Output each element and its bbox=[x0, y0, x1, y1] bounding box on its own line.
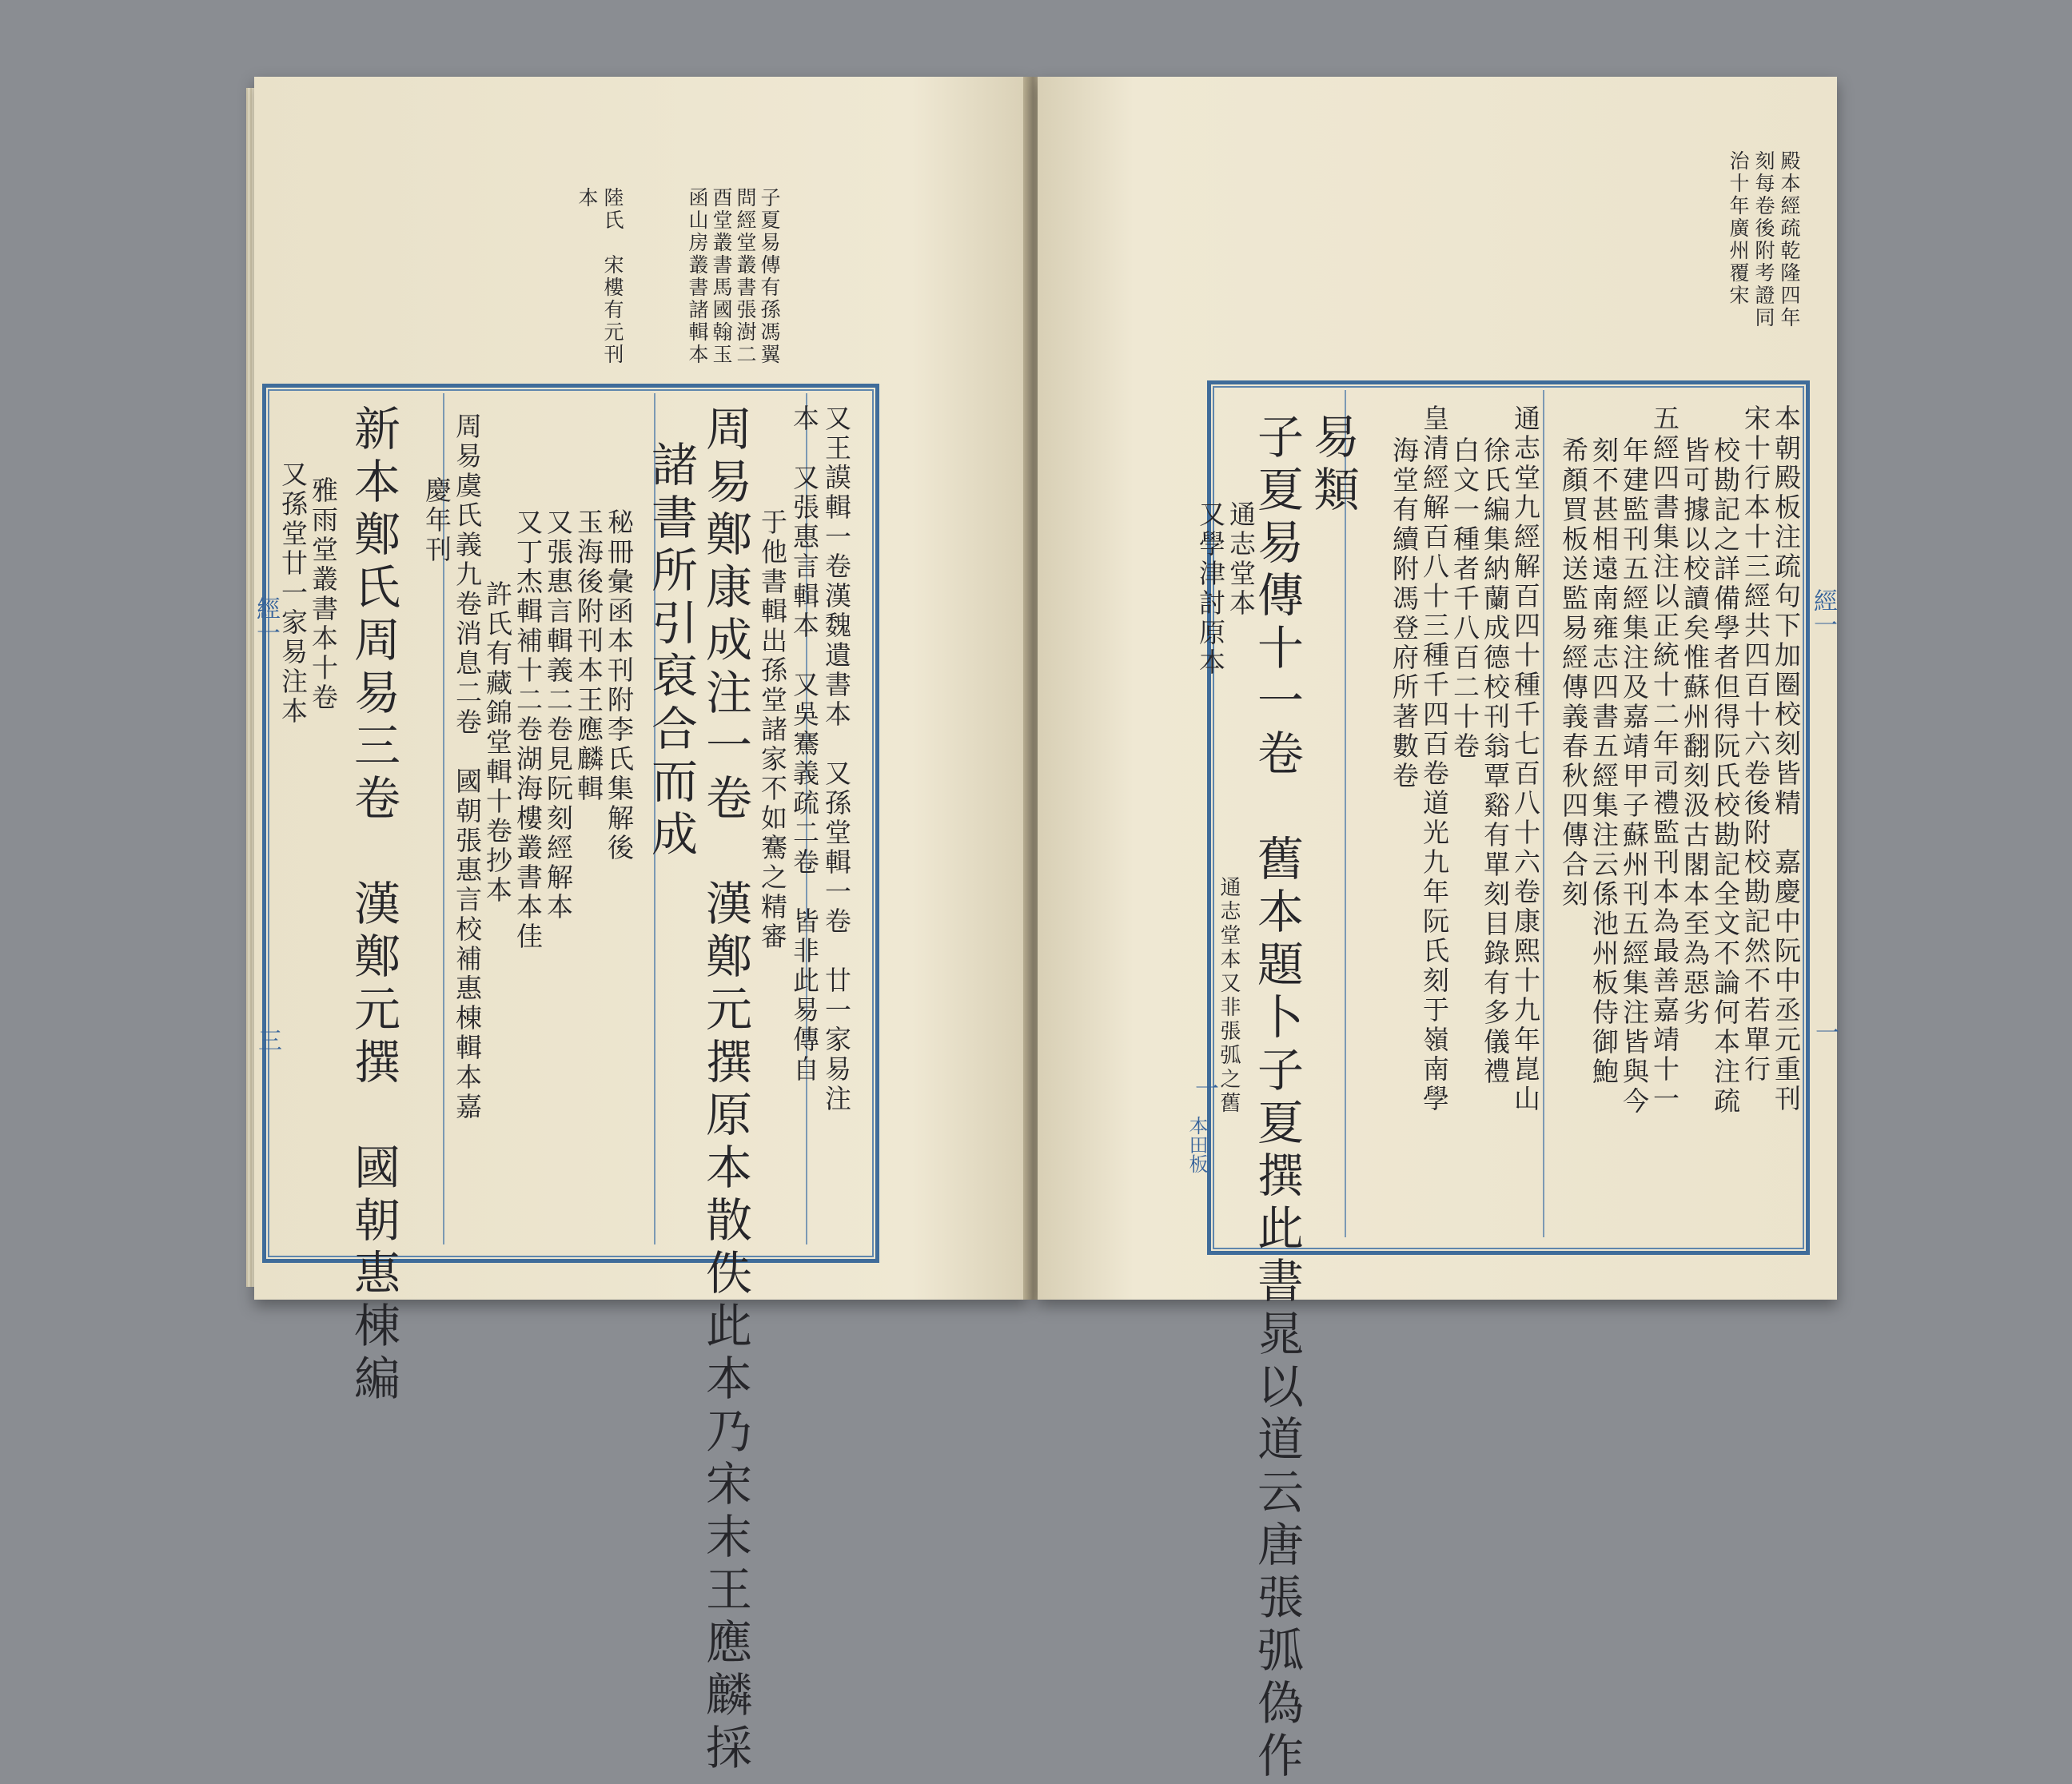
right-col-13: 海堂有續附馮登府所著數卷 bbox=[1389, 436, 1420, 791]
left-col-1: 又王謨輯一卷漢魏遺書本 又孫堂輯一卷 廿一家易注 bbox=[821, 404, 852, 1114]
left-note-3: 酉堂叢書馬國翰玉 bbox=[710, 187, 733, 366]
right-col-4: 皆可據以校讀矣惟蘇州翻刻汲古閣本至為惡劣 bbox=[1680, 436, 1711, 1028]
left-col-15: 又孫堂廿一家易注本 bbox=[277, 460, 309, 727]
right-note-1: 殿本經疏乾隆四年 bbox=[1778, 150, 1801, 329]
right-col-16: 通志堂本又非張弧之舊 bbox=[1217, 876, 1241, 1116]
left-note-2: 問經堂叢書張澍二 bbox=[734, 187, 757, 366]
right-col-9: 通志堂九經解百四十種千七百八十六卷康熙十九年崑山 bbox=[1510, 404, 1541, 1114]
right-col-2: 宋十行本十三經共四百十六卷後附校勘記然不若單行 bbox=[1740, 404, 1771, 1085]
right-column-rule bbox=[1543, 390, 1544, 1237]
left-col-9: 又丁杰輯補十二卷湖海樓叢書本佳 bbox=[512, 508, 544, 952]
left-col-12: 慶年刊 bbox=[421, 476, 452, 565]
right-col-6: 年建監刊五經集注及嘉靖甲子蘇州刊五經集注皆與今 bbox=[1619, 436, 1650, 1117]
left-note-4: 函山房叢書諸輯本 bbox=[686, 187, 709, 366]
right-fold-label: 經一 bbox=[1809, 588, 1837, 636]
left-col-14: 雅雨堂叢書本十卷 bbox=[308, 476, 339, 713]
left-note-5: 陸氏 宋樓有元刊 bbox=[601, 187, 624, 366]
left-col-8: 又張惠言輯義二卷見阮刻經解本 bbox=[543, 508, 574, 922]
right-note-3: 治十年廣州覆宋 bbox=[1727, 150, 1750, 307]
right-note-2: 刻每卷後附考證同 bbox=[1752, 150, 1775, 329]
right-col-1: 本朝殿板注疏句下加圈校刻皆精 嘉慶中阮中丞元重刊 bbox=[1771, 404, 1802, 1114]
left-col-5: 諸書所引裒合而成 bbox=[644, 440, 698, 862]
right-col-17: 通志堂本 bbox=[1225, 500, 1257, 619]
left-col-6: 秘冊彙函本刊附李氏集解後 bbox=[604, 508, 635, 863]
right-col-14: 易類 bbox=[1305, 412, 1360, 518]
right-col-5: 五經四書集注以正統十二年司禮監刊本為最善嘉靖十一 bbox=[1649, 404, 1680, 1114]
right-col-12: 皇清經解百八十三種千四百卷道光九年阮氏刻于嶺南學 bbox=[1419, 404, 1450, 1114]
left-note-6: 本 bbox=[576, 187, 599, 209]
left-page bbox=[252, 77, 1028, 1776]
right-col-8: 希顏買板送監易經傳義春秋四傳合刻 bbox=[1558, 436, 1589, 910]
right-col-11: 白文一種者千八百二十卷 bbox=[1449, 436, 1480, 762]
right-col-18: 又學津討原本 bbox=[1195, 500, 1226, 678]
left-page-number: 三 bbox=[253, 1028, 281, 1052]
right-col-3: 校勘記之詳備學者但得阮氏校勘記全文不論何本注疏 bbox=[1710, 436, 1741, 1117]
right-page-number: 一 bbox=[1811, 1020, 1839, 1044]
right-page bbox=[1038, 77, 1839, 1784]
left-col-7: 玉海後附刊本王應麟輯 bbox=[573, 508, 604, 804]
left-col-4: 周易鄭康成注一卷 漢鄭元撰原本散佚此本乃宋末王應麟採 bbox=[698, 404, 752, 1776]
right-folio-number: 一 bbox=[1190, 1076, 1218, 1100]
left-col-10: 許氏有藏錦堂輯十卷抄本 bbox=[482, 580, 513, 906]
right-col-7: 刻不甚相遠南雍志四書五經集注云係池州板侍御鮑 bbox=[1588, 436, 1620, 1087]
open-book bbox=[252, 77, 1839, 1784]
left-col-11: 周易虞氏義九卷消息二卷 國朝張惠言校補惠棟輯本嘉 bbox=[452, 412, 483, 1122]
left-col-13: 新本鄭氏周易三卷 漢鄭元撰 國朝惠棟編 bbox=[346, 404, 400, 1407]
right-col-15: 子夏易傳十一卷 舊本題卜子夏撰此書晁以道云唐張弧偽作 bbox=[1249, 412, 1304, 1784]
left-note-1: 子夏易傳有孫馮翼 bbox=[758, 187, 781, 366]
left-col-2: 本 又張惠言輯本 又吳騫義疏二卷 皆非此易傳自 bbox=[789, 404, 820, 1085]
left-fold-label: 經一 bbox=[252, 596, 280, 644]
left-col-3: 于他書輯出孫堂諸家不如騫之精審 bbox=[757, 508, 788, 952]
right-col-10: 徐氏編集納蘭成德校刊翁覃谿有單刻目錄有多儀禮 bbox=[1480, 436, 1511, 1087]
printer-mark: 本田板 bbox=[1185, 1116, 1208, 1173]
